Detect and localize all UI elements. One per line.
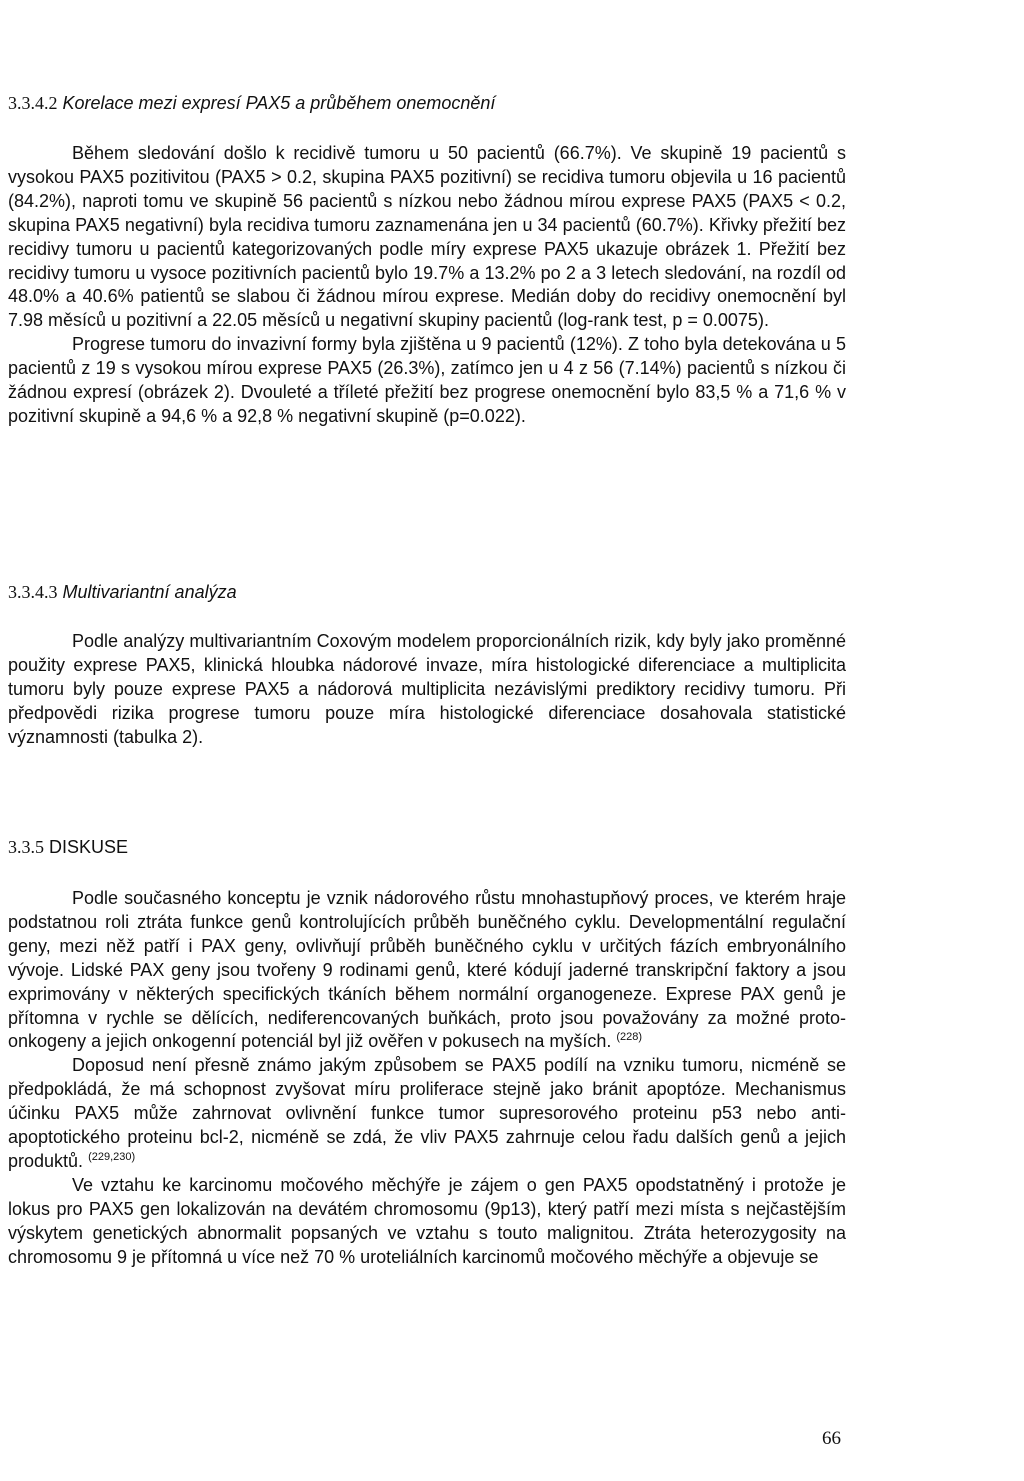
section-title: Korelace mezi expresí PAX5 a průběhem onemocnění	[62, 93, 496, 113]
citation-ref: (229,230)	[88, 1150, 136, 1163]
section-number: 3.3.4.3	[8, 582, 58, 602]
paragraph: Podle analýzy multivariantním Coxovým modelem proporcionálních rizik, kdy byly jako proměnné použity exprese PAX5, klinická hloubka nádorové invaze, míra histologické diferenciace a multiplicita tumoru byly pouze exprese PAX5 a nádorová multiplicita nezávislými prediktory recidivy tumoru. Při předpovědi rizika progrese tumoru pouze míra histologické diferenciace dosahovala statistické významnosti (tabulka 2).	[8, 631, 846, 747]
section-heading-multivariate	[8, 581, 237, 603]
section-body-multivariate	[8, 630, 846, 750]
paragraph: Během sledování došlo k recidivě tumoru u 50 pacientů (66.7%). Ve skupině 19 pacientů s vysokou PAX5 pozitivitou (PAX5 > 0.2, skupina PAX5 pozitivní) se recidiva tumoru objevila u 16 pacientů (84.2%), naproti tomu ve skupině 56 pacientů s nízkou nebo žádnou mírou exprese PAX5 (PAX5 < 0.2, skupina PAX5 negativní) byla recidiva tumoru zaznamenána jen u 34 pacientů (60.7%). Křivky přežití bez recidivy tumoru u pacientů kategorizovaných podle míry exprese PAX5 ukazuje obrázek 1. Přežití bez recidivy tumoru u vysoce pozitivních pacientů bylo 19.7% a 13.2% po 2 a 3 letech sledování, na rozdíl od 48.0% a 40.6% patientů se slabou či žádnou mírou exprese. Medián doby do recidivy onemocnění byl 7.98 měsíců u pozitivní a 22.05 měsíců u negativní skupiny pacientů (log-rank test, p = 0.0075).	[8, 143, 846, 331]
section-number: 3.3.5	[8, 837, 44, 857]
paragraph: Progrese tumoru do invazivní formy byla zjištěna u 9 pacientů (12%). Z toho byla detekována u 5 pacientů z 19 s vysokou mírou exprese PAX5 (26.3%), zatímco jen u 4 z 56 (7.14%) pacientů s nízkou či žádnou expresí (obrázek 2). Dvouleté a tříleté přežití bez progrese onemocnění bylo 83,5 % a 71,6 % v pozitivní skupině a 94,6 % a 92,8 % negativní skupině (p=0.022).	[8, 334, 846, 426]
paragraph	[8, 887, 846, 1054]
section-title: Multivariantní analýza	[62, 582, 237, 602]
section-body-diskuse	[8, 887, 846, 1270]
paragraph: Ve vztahu ke karcinomu močového měchýře je zájem o gen PAX5 opodstatněný i protože je lokus pro PAX5 gen lokalizován na devátém chromosomu (9p13), který patří mezi místa s nejčastějším výskytem genetických abnormalit popsaných ve vztahu s touto malignitou. Ztráta heterozygosity na chromosomu 9 je přítomná u více než 70 % uroteliálních karcinomů močového měchýře a objevuje se	[8, 1174, 846, 1267]
section-number: 3.3.4.2	[8, 93, 58, 113]
citation-ref: (228)	[616, 1031, 643, 1044]
section-title: DISKUSE	[49, 837, 129, 857]
section-body-pax5	[8, 142, 846, 429]
paragraph-text: Doposud není přesně známo jakým způsobem se PAX5 podílí na vzniku tumoru, nicméně se předpokládá, že má schopnost zvyšovat míru proliferace stejně jako bránit apoptóze. Mechanismus účinku PAX5 může zahrnovat ovlivnění funkce tumor supresorového proteinu p53 nebo anti-apoptotického proteinu bcl-2, nicméně se zdá, že vliv PAX5 zahrnuje celou řadu dalších genů a jejich produktů.	[8, 1055, 846, 1171]
paragraph	[8, 1054, 846, 1174]
page-number: 66	[822, 1428, 841, 1449]
paragraph-text: Podle současného konceptu je vznik nádorového růstu mnohastupňový proces, ve kterém hraje podstatnou roli ztráta funkce genů kontrolujících průběh buněčného cyklu. Developmentální regulační geny, mezi něž patří i PAX geny, ovlivňují průběh buněčného cyklu v určitých fázích embryonálního vývoje. Lidské PAX geny jsou tvořeny 9 rodinami genů, které kódují jaderné transkripční faktory a jsou exprimovány v některých specifických tkáních během normální organogeneze. Exprese PAX genů je přítomna v rychle se dělících, nediferencovaných buňkách, proto jsou považovány za možné proto-onkogeny a jejich onkogenní potenciál byl již ověřen v pokusech na myších.	[8, 888, 846, 1052]
section-heading-diskuse	[8, 836, 128, 858]
section-heading-pax5	[8, 92, 495, 114]
